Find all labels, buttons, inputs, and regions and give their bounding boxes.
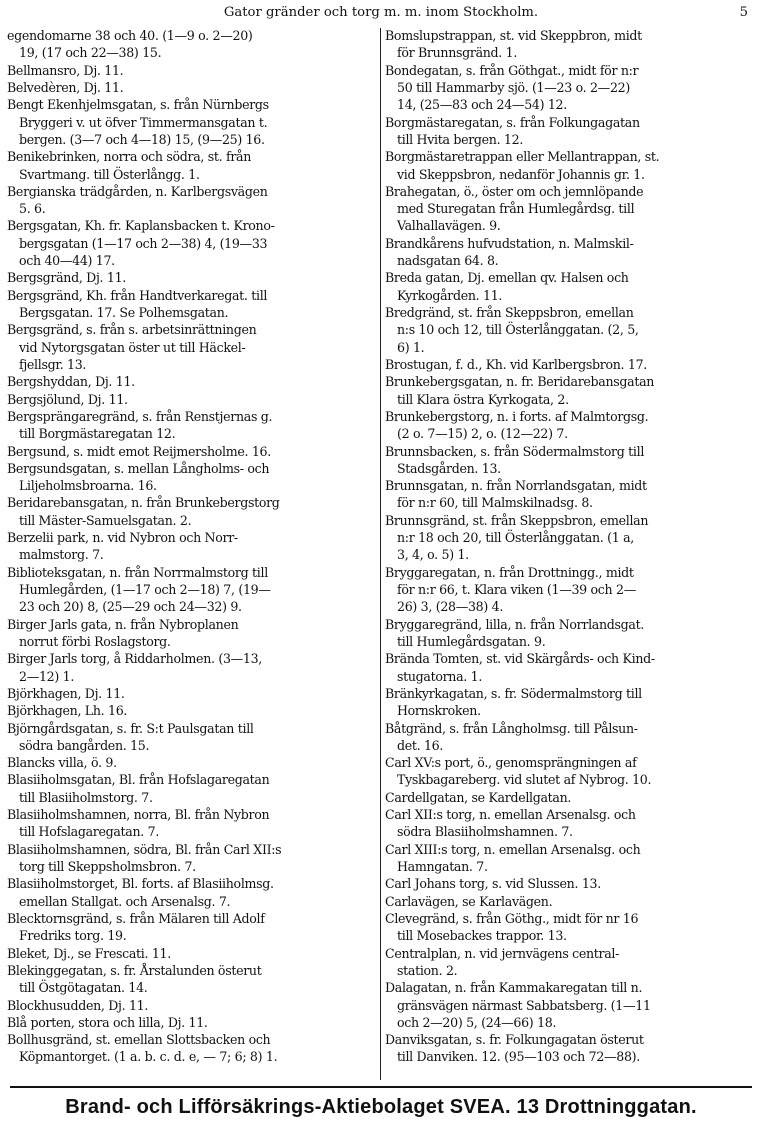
entry-line: Bryggeri v. ut öfver Timmermansgatan t. [19, 114, 268, 130]
entry-line: norrut förbi Roslagstorg. [19, 633, 171, 649]
entry-line: Hornskroken. [397, 703, 481, 719]
entry-line: gränsvägen närmast Sabbatsberg. (1—11 [397, 997, 651, 1013]
entry-line: till Östgötagatan. 14. [19, 980, 148, 996]
entry-line: Dalagatan, n. från Kammakaregatan till n. [385, 980, 643, 996]
page-title: Gator gränder och torg m. m. inom Stockholm. [223, 5, 539, 20]
entry-line: Björngårdsgatan, s. fr. S:t Paulsgatan till [7, 720, 254, 736]
entry-line: station. 2. [397, 962, 458, 978]
entry-line: Bergsjölund, Dj. 11. [7, 391, 128, 407]
left-column [7, 27, 378, 1066]
entry-line: bergen. (3—7 och 4—18) 15, (9—25) 16. [19, 131, 265, 147]
page-number: 5 [739, 5, 748, 20]
entry-line: 50 till Hammarby sjö. (1—23 o. 2—22) [397, 79, 630, 95]
entry-line: Björkhagen, Dj. 11. [7, 685, 125, 701]
entry-line: Borgmästaretrappan eller Mellantrappan, st. [385, 149, 660, 165]
advertisement-footer: Brand- och Lifförsäkrings-Aktiebolaget SVEA. 13 Drottninggatan. [65, 1096, 697, 1118]
entry-line: till Mosebackes trappor. 13. [397, 928, 567, 944]
entry-line: stugatorna. 1. [397, 668, 483, 684]
page-header [12, 5, 750, 25]
entry-line: Beridarebansgatan, n. från Brunkebergstorg [7, 495, 280, 511]
entry-line: Breda gatan, Dj. emellan qv. Halsen och [385, 270, 629, 286]
entry-line: Carl Johans torg, s. vid Slussen. 13. [385, 876, 601, 892]
entry-line: 19, (17 och 22—38) 15. [19, 45, 162, 61]
entry-line: Köpmantorget. (1 a. b. c. d. e, — 7; 6; 8) 1. [19, 1049, 278, 1065]
entry-line: till Borgmästaregatan 12. [19, 426, 176, 442]
entry-line: (2 o. 7—15) 2, o. (12—22) 7. [397, 426, 568, 442]
entry-line: nadsgatan 64. 8. [397, 253, 499, 269]
entry-line: vid Nytorgsgatan öster ut till Häckel- [19, 339, 246, 355]
entry-line: Bergsprängaregränd, s. från Renstjernas g. [7, 408, 273, 424]
entry-line: Bergsgränd, Kh. från Handtverkaregat. till [7, 287, 268, 303]
entry-line: Bergshyddan, Dj. 11. [7, 374, 135, 390]
entry-line: Borgmästaregatan, s. från Folkungagatan [385, 114, 640, 130]
entry-line: med Sturegatan från Humlegårdsg. till [397, 201, 635, 217]
entry-line: Bergsgränd, s. från s. arbetsinrättningen [7, 322, 257, 338]
entry-line: Humlegården, (1—17 och 2—18) 7, (19— [19, 582, 271, 597]
entry-line: 26) 3, (28—38) 4. [397, 599, 504, 615]
entry-line: Blasiiholmstorget, Bl. forts. af Blasiiholmsg. [7, 876, 274, 892]
entry-line: Berzelii park, n. vid Nybron och Norr- [7, 530, 238, 546]
entry-line: Hamngatan. 7. [397, 859, 488, 874]
entry-line: Stadsgården. 13. [397, 460, 501, 476]
entry-line: Brandkårens hufvudstation, n. Malmskil- [385, 235, 634, 251]
entry-line: Brända Tomten, st. vid Skärgårds- och Kind- [385, 651, 655, 667]
entry-line: Brunnsgatan, n. från Norrlandsgatan, midt [385, 478, 647, 494]
entry-line: Blecktornsgränd, s. från Mälaren till Adolf [7, 910, 265, 926]
entry-line: Danviksgatan, s. fr. Folkungagatan österut [385, 1032, 644, 1048]
entry-line: Bryggaregatan, n. från Drottningg., midt [385, 564, 634, 580]
entry-line: till Humlegårdsgatan. 9. [397, 633, 546, 649]
entry-line: till Hvita bergen. 12. [397, 131, 524, 147]
entry-line: till Blasiiholmstorg. 7. [19, 789, 153, 805]
entry-line: till Hofslagaregatan. 7. [19, 824, 160, 840]
entry-line: Blasiiholmshamnen, norra, Bl. från Nybron [7, 807, 270, 823]
entry-line: Bollhusgränd, st. emellan Slottsbacken och [7, 1032, 271, 1048]
entry-line: Svartmang. till Österlångg. 1. [19, 166, 200, 182]
entry-line: Tyskbagareberg. vid slutet af Nybrog. 10. [397, 772, 652, 788]
entry-line: Carl XV:s port, ö., genomsprängningen af [385, 755, 637, 771]
entry-line: Centralplan, n. vid jernvägens central- [385, 945, 620, 961]
entry-line: och 2—20) 5, (24—66) 18. [397, 1014, 557, 1030]
entry-line: 3, 4, o. 5) 1. [397, 547, 469, 563]
entry-line: n:r 18 och 20, till Österlånggatan. (1 a, [397, 530, 634, 546]
entry-line: för n:r 66, t. Klara viken (1—39 och 2— [397, 582, 636, 597]
entry-line: Fredriks torg. 19. [19, 928, 127, 944]
entry-line: 6) 1. [397, 339, 425, 355]
entry-line: Bondegatan, s. från Göthgat., midt för n:r [385, 62, 639, 78]
entry-line: till Danviken. 12. (95—103 och 72—88). [397, 1049, 640, 1065]
entry-line: Valhallavägen. 9. [397, 218, 501, 234]
entry-line: Bredgränd, st. från Skeppsbron, emellan [385, 305, 634, 320]
entry-line: Blasiiholmsgatan, Bl. från Hofslagaregatan [7, 772, 270, 788]
entry-line: torg till Skeppsholmsbron. 7. [19, 859, 196, 874]
entry-line: Brahegatan, ö., öster om och jemnlöpande [385, 183, 644, 199]
entry-line: Blå porten, stora och lilla, Dj. 11. [7, 1014, 208, 1030]
entry-line: Bergsgränd, Dj. 11. [7, 270, 126, 286]
entry-line: södra bangården. 15. [19, 737, 150, 753]
entry-line: 5. 6. [19, 201, 46, 217]
entry-line: för Brunnsgränd. 1. [397, 45, 518, 61]
entry-line: Bomslupstrappan, st. vid Skeppbron, midt [385, 28, 642, 43]
right-column [385, 27, 757, 1066]
entry-line: Brunkebergstorg, n. i forts. af Malmtorgsg. [385, 408, 649, 424]
entry-line: Bellmansro, Dj. 11. [7, 62, 124, 78]
entry-line: emellan Stallgat. och Arsenalsg. 7. [19, 893, 231, 909]
entry-line: Liljeholmsbroarna. 16. [19, 478, 157, 494]
entry-line: Bryggaregränd, lilla, n. från Norrlandsgat. [385, 616, 644, 632]
entry-line: Bergsundsgatan, s. mellan Långholms- och [7, 460, 270, 476]
entry-line: fjellsgr. 13. [19, 356, 87, 372]
entry-line: egendomarne 38 och 40. (1—9 o. 2—20) [7, 28, 253, 43]
entry-line: Birger Jarls gata, n. från Nybroplanen [7, 616, 239, 632]
entry-line: vid Skeppsbron, nedanför Johannis gr. 1. [397, 166, 645, 182]
entry-line: Bergsund, s. midt emot Reijmersholme. 16. [7, 443, 271, 459]
entry-line: Carl XII:s torg, n. emellan Arsenalsg. och [385, 807, 636, 823]
entry-line: 2—12) 1. [19, 668, 75, 684]
footer-rule [10, 1086, 752, 1088]
entry-line: Björkhagen, Lh. 16. [7, 703, 128, 719]
entry-line: Bränkyrkagatan, s. fr. Södermalmstorg till [385, 685, 642, 701]
entry-line: Benikebrinken, norra och södra, st. från [7, 149, 252, 165]
entry-line: 23 och 20) 8, (25—29 och 24—32) 9. [19, 599, 242, 615]
entry-line: Blekinggegatan, s. fr. Årstalunden österut [7, 962, 262, 978]
entry-line: Belvedèren, Dj. 11. [7, 79, 124, 95]
entry-line: bergsgatan (1—17 och 2—38) 4, (19—33 [19, 235, 268, 251]
entry-line: Kyrkogården. 11. [397, 287, 503, 303]
column-divider [380, 28, 381, 1080]
entry-line: Brunkebergsgatan, n. fr. Beridarebansgatan [385, 374, 655, 390]
entry-line: Brunnsgränd, st. från Skeppsbron, emellan [385, 512, 649, 528]
entry-line: Bengt Ekenhjelmsgatan, s. från Nürnbergs [7, 97, 269, 113]
entry-line: till Klara östra Kyrkogata, 2. [397, 391, 569, 407]
entry-line: det. 16. [397, 737, 444, 753]
entry-line: Bleket, Dj., se Frescati. 11. [7, 945, 171, 961]
entry-line: och 40—44) 17. [19, 253, 115, 269]
entry-line: Clevegränd, s. från Göthg., midt för nr 16 [385, 910, 639, 926]
entry-line: Bergianska trädgården, n. Karlbergsvägen [7, 183, 268, 199]
entry-line: Bergsgatan. 17. Se Polhemsgatan. [19, 305, 229, 320]
entry-line: 14, (25—83 och 24—54) 12. [397, 97, 567, 113]
entry-line: malmstorg. 7. [19, 547, 104, 563]
entry-line: södra Blasiiholmshamnen. 7. [397, 824, 573, 840]
entry-line: Brostugan, f. d., Kh. vid Karlbergsbron. 17. [385, 356, 647, 372]
entry-line: Bergsgatan, Kh. fr. Kaplansbacken t. Krono- [7, 218, 275, 234]
entry-line: Biblioteksgatan, n. från Norrmalmstorg till [7, 564, 268, 580]
entry-line: Birger Jarls torg, å Riddarholmen. (3—13, [7, 651, 262, 667]
entry-line: för n:r 60, till Malmskilnadsg. 8. [397, 495, 593, 511]
entry-line: Brunnsbacken, s. från Södermalmstorg till [385, 443, 645, 459]
entry-line: Cardellgatan, se Kardellgatan. [385, 789, 572, 805]
entry-line: n:s 10 och 12, till Österlånggatan. (2, 5, [397, 322, 639, 338]
entry-line: Blockhusudden, Dj. 11. [7, 997, 149, 1013]
entry-line: till Mäster-Samuelsgatan. 2. [19, 512, 192, 528]
entry-line: Båtgränd, s. från Långholmsg. till Pålsun- [385, 720, 638, 736]
entry-line: Carlavägen, se Karlavägen. [385, 893, 553, 909]
entry-line: Carl XIII:s torg, n. emellan Arsenalsg. och [385, 841, 641, 857]
entry-line: Blasiiholmshamnen, södra, Bl. från Carl XII:s [7, 841, 282, 857]
entry-line: Blancks villa, ö. 9. [7, 755, 117, 771]
